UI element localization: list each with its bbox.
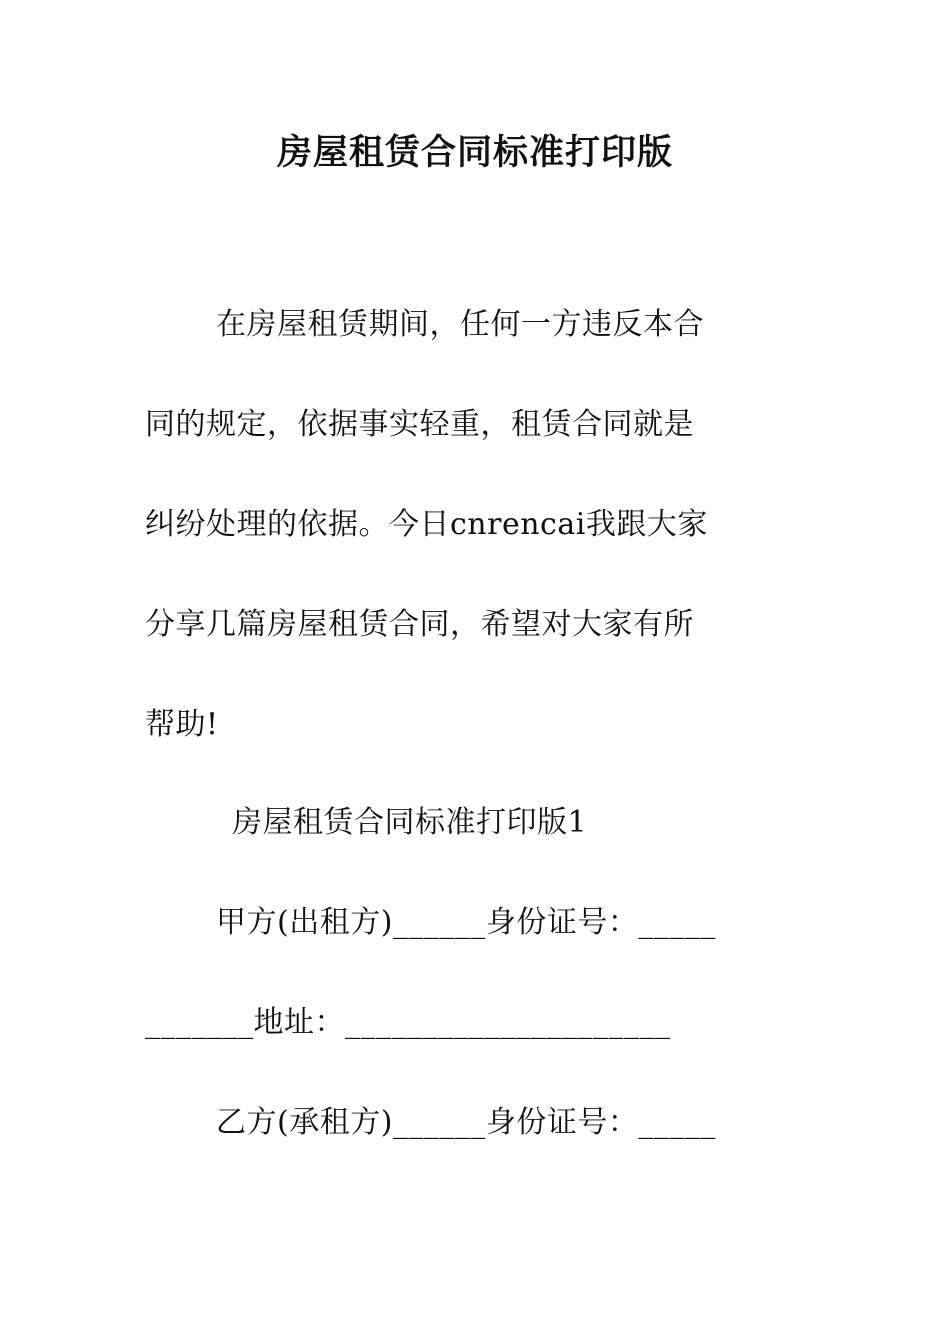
paragraph-line: 分享几篇房屋租赁合同，希望对大家有所 — [145, 607, 694, 642]
paragraph-line: 在房屋租赁期间，任何一方违反本合 — [216, 307, 704, 342]
paragraph-line: 帮助! — [145, 707, 219, 742]
paragraph-line: 同的规定，依据事实轻重，租赁合同就是 — [145, 407, 694, 442]
party-a-address-line: _______地址：_____________________ — [145, 1005, 671, 1040]
party-a-line: 甲方(出租方)______身份证号：_____ — [216, 905, 716, 940]
section-heading: 房屋租赁合同标准打印版1 — [232, 805, 588, 840]
paragraph-line: 纠纷处理的依据。今日cnrencai我跟大家 — [145, 507, 708, 542]
party-b-line: 乙方(承租方)______身份证号：_____ — [216, 1105, 716, 1140]
document-title: 房屋租赁合同标准打印版 — [276, 132, 673, 173]
